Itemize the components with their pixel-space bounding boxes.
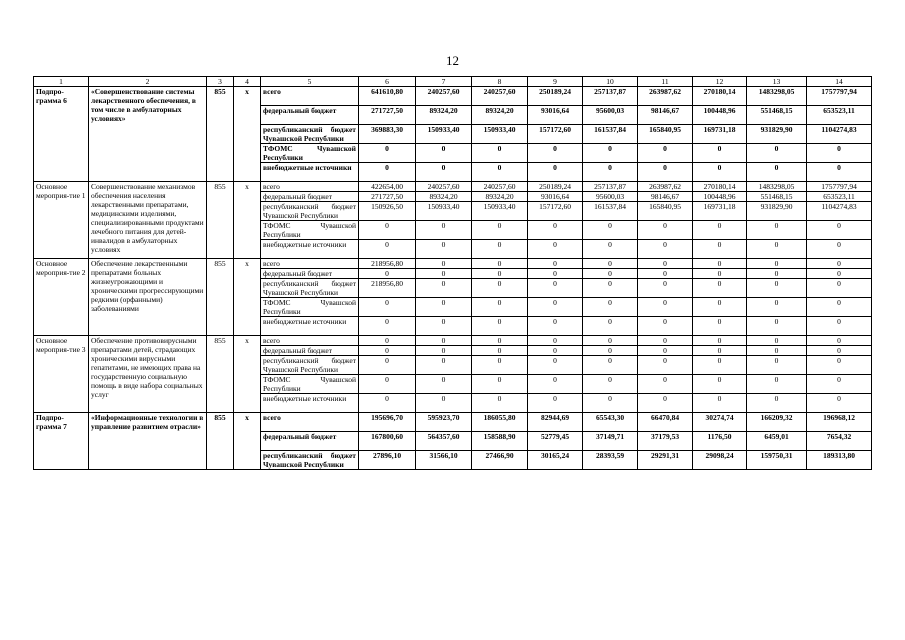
section-label: Основное мероприя-тие 2: [34, 259, 89, 336]
value-cell: 93016,64: [528, 192, 583, 202]
section-code: 855: [207, 259, 234, 336]
value-cell: 0: [807, 269, 872, 279]
value-cell: 240257,60: [472, 87, 528, 106]
value-cell: 0: [472, 221, 528, 240]
value-cell: 169731,18: [693, 125, 747, 144]
value-cell: 0: [528, 163, 583, 182]
section-code: 855: [207, 413, 234, 470]
value-cell: 37149,71: [583, 432, 638, 451]
value-cell: 0: [528, 375, 583, 394]
header-cell-9: 9: [528, 77, 583, 87]
value-cell: 65543,30: [583, 413, 638, 432]
value-cell: 0: [359, 298, 416, 317]
value-cell: 551468,15: [747, 106, 807, 125]
value-cell: 0: [638, 269, 693, 279]
funding-source: внебюджетные источники: [261, 317, 359, 336]
value-cell: 1483298,05: [747, 87, 807, 106]
funding-source: республиканский бюджет Чувашской Республики: [261, 451, 359, 470]
value-cell: 0: [528, 394, 583, 413]
header-cell-8: 8: [472, 77, 528, 87]
value-cell: 422654,00: [359, 182, 416, 192]
value-cell: 0: [638, 336, 693, 346]
value-cell: 0: [416, 279, 472, 298]
value-cell: 0: [807, 240, 872, 259]
header-cell-3: 3: [207, 77, 234, 87]
value-cell: 196968,12: [807, 413, 872, 432]
value-cell: 1757797,94: [807, 182, 872, 192]
value-cell: 0: [583, 269, 638, 279]
value-cell: 218956,80: [359, 259, 416, 269]
value-cell: 270180,14: [693, 87, 747, 106]
value-cell: 0: [416, 144, 472, 163]
value-cell: 0: [416, 269, 472, 279]
value-cell: 150933,40: [416, 202, 472, 221]
value-cell: 95600,03: [583, 192, 638, 202]
value-cell: 150933,40: [472, 202, 528, 221]
value-cell: 161537,84: [583, 125, 638, 144]
section-label: Основное мероприя-тие 3: [34, 336, 89, 413]
funding-source: ТФОМС Чувашской Республики: [261, 375, 359, 394]
value-cell: 0: [693, 240, 747, 259]
value-cell: 186055,80: [472, 413, 528, 432]
value-cell: 0: [416, 259, 472, 269]
value-cell: 0: [747, 240, 807, 259]
value-cell: 0: [807, 298, 872, 317]
section-code: 855: [207, 87, 234, 182]
section-description: Совершенствование механизмов обеспечения населения лекарственными препаратами, медицинскими изделиями, специализированными продуктами лечебного питания для детей-инвалидов в амбулаторных условиях: [89, 182, 207, 259]
table-row: [34, 182, 872, 192]
value-cell: 0: [416, 221, 472, 240]
value-cell: 0: [472, 356, 528, 375]
value-cell: 0: [359, 394, 416, 413]
value-cell: 0: [807, 346, 872, 356]
value-cell: 0: [472, 336, 528, 346]
value-cell: 0: [747, 375, 807, 394]
value-cell: 195696,70: [359, 413, 416, 432]
value-cell: 0: [807, 336, 872, 346]
value-cell: 0: [472, 259, 528, 269]
value-cell: 263987,62: [638, 182, 693, 192]
value-cell: 29291,31: [638, 451, 693, 470]
value-cell: 27896,10: [359, 451, 416, 470]
value-cell: 0: [747, 259, 807, 269]
value-cell: 0: [472, 144, 528, 163]
section-x: x: [234, 336, 261, 413]
value-cell: 240257,60: [416, 182, 472, 192]
value-cell: 0: [528, 144, 583, 163]
value-cell: 100448,96: [693, 106, 747, 125]
value-cell: 240257,60: [416, 87, 472, 106]
header-cell-12: 12: [693, 77, 747, 87]
funding-source: республиканский бюджет Чувашской Республики: [261, 356, 359, 375]
value-cell: 0: [583, 298, 638, 317]
value-cell: 0: [528, 317, 583, 336]
value-cell: 166209,32: [747, 413, 807, 432]
value-cell: 161537,84: [583, 202, 638, 221]
value-cell: 0: [528, 221, 583, 240]
funding-source: ТФОМС Чувашской Республики: [261, 144, 359, 163]
value-cell: 0: [416, 240, 472, 259]
funding-source: всего: [261, 259, 359, 269]
header-cell-5: 5: [261, 77, 359, 87]
value-cell: 95600,03: [583, 106, 638, 125]
value-cell: 30274,74: [693, 413, 747, 432]
section-x: x: [234, 87, 261, 182]
value-cell: 0: [807, 356, 872, 375]
value-cell: 0: [747, 221, 807, 240]
value-cell: 0: [583, 375, 638, 394]
value-cell: 0: [416, 375, 472, 394]
header-cell-6: 6: [359, 77, 416, 87]
funding-source: республиканский бюджет Чувашской Республики: [261, 202, 359, 221]
value-cell: 89324,20: [416, 106, 472, 125]
value-cell: 158588,90: [472, 432, 528, 451]
value-cell: 0: [359, 240, 416, 259]
value-cell: 257137,87: [583, 87, 638, 106]
value-cell: 931829,90: [747, 202, 807, 221]
value-cell: 0: [472, 317, 528, 336]
value-cell: 0: [416, 317, 472, 336]
value-cell: 0: [747, 144, 807, 163]
value-cell: 0: [472, 163, 528, 182]
value-cell: 0: [638, 346, 693, 356]
value-cell: 551468,15: [747, 192, 807, 202]
header-row: [34, 77, 872, 87]
value-cell: 0: [638, 356, 693, 375]
value-cell: 0: [359, 163, 416, 182]
funding-source: всего: [261, 87, 359, 106]
value-cell: 0: [528, 356, 583, 375]
value-cell: 257137,87: [583, 182, 638, 192]
value-cell: 37179,53: [638, 432, 693, 451]
section-label: Подпро-грамма 7: [34, 413, 89, 470]
header-cell-13: 13: [747, 77, 807, 87]
funding-source: республиканский бюджет Чувашской Республики: [261, 279, 359, 298]
value-cell: 6459,01: [747, 432, 807, 451]
value-cell: 159750,31: [747, 451, 807, 470]
value-cell: 0: [583, 259, 638, 269]
funding-source: ТФОМС Чувашской Республики: [261, 221, 359, 240]
funding-source: всего: [261, 336, 359, 346]
value-cell: 0: [693, 144, 747, 163]
section-x: x: [234, 182, 261, 259]
value-cell: 0: [807, 279, 872, 298]
funding-source: федеральный бюджет: [261, 269, 359, 279]
value-cell: 0: [807, 375, 872, 394]
value-cell: 7654,32: [807, 432, 872, 451]
value-cell: 0: [416, 394, 472, 413]
value-cell: 0: [638, 317, 693, 336]
value-cell: 641610,80: [359, 87, 416, 106]
value-cell: 271727,50: [359, 106, 416, 125]
value-cell: 0: [807, 259, 872, 269]
value-cell: 0: [528, 346, 583, 356]
value-cell: 218956,80: [359, 279, 416, 298]
value-cell: 0: [416, 163, 472, 182]
section-x: x: [234, 413, 261, 470]
funding-source: федеральный бюджет: [261, 346, 359, 356]
budget-table: [33, 76, 872, 470]
value-cell: 0: [528, 336, 583, 346]
value-cell: 0: [472, 240, 528, 259]
value-cell: 0: [416, 336, 472, 346]
value-cell: 0: [693, 279, 747, 298]
funding-source: внебюджетные источники: [261, 163, 359, 182]
section-code: 855: [207, 336, 234, 413]
funding-source: федеральный бюджет: [261, 432, 359, 451]
funding-source: республиканский бюджет Чувашской Республики: [261, 125, 359, 144]
value-cell: 595923,70: [416, 413, 472, 432]
value-cell: 0: [807, 221, 872, 240]
value-cell: 1757797,94: [807, 87, 872, 106]
value-cell: 0: [528, 269, 583, 279]
value-cell: 0: [528, 240, 583, 259]
value-cell: 0: [583, 279, 638, 298]
table-row: [34, 413, 872, 432]
value-cell: 0: [583, 336, 638, 346]
value-cell: 0: [747, 317, 807, 336]
value-cell: 0: [747, 298, 807, 317]
header-cell-7: 7: [416, 77, 472, 87]
value-cell: 27466,90: [472, 451, 528, 470]
section-description: «Информационные технологии в управление развитием отрасли»: [89, 413, 207, 470]
value-cell: 0: [693, 163, 747, 182]
value-cell: 0: [807, 163, 872, 182]
value-cell: 250189,24: [528, 87, 583, 106]
value-cell: 564357,60: [416, 432, 472, 451]
value-cell: 0: [528, 259, 583, 269]
header-cell-10: 10: [583, 77, 638, 87]
value-cell: 0: [583, 163, 638, 182]
value-cell: 0: [359, 375, 416, 394]
value-cell: 0: [807, 144, 872, 163]
value-cell: 52779,45: [528, 432, 583, 451]
value-cell: 271727,50: [359, 192, 416, 202]
header-cell-2: 2: [89, 77, 207, 87]
value-cell: 0: [747, 394, 807, 413]
value-cell: 0: [693, 298, 747, 317]
header-cell-4: 4: [234, 77, 261, 87]
funding-source: ТФОМС Чувашской Республики: [261, 298, 359, 317]
value-cell: 165840,95: [638, 202, 693, 221]
value-cell: 0: [359, 144, 416, 163]
value-cell: 0: [416, 346, 472, 356]
value-cell: 0: [359, 221, 416, 240]
value-cell: 0: [693, 394, 747, 413]
value-cell: 0: [747, 346, 807, 356]
value-cell: 0: [747, 356, 807, 375]
table-row: [34, 87, 872, 106]
value-cell: 0: [693, 346, 747, 356]
header-cell-1: 1: [34, 77, 89, 87]
value-cell: 0: [638, 394, 693, 413]
header-cell-11: 11: [638, 77, 693, 87]
value-cell: 250189,24: [528, 182, 583, 192]
value-cell: 0: [583, 240, 638, 259]
value-cell: 0: [638, 279, 693, 298]
value-cell: 66470,84: [638, 413, 693, 432]
value-cell: 0: [583, 221, 638, 240]
table-row: [34, 336, 872, 346]
value-cell: 0: [359, 356, 416, 375]
funding-source: федеральный бюджет: [261, 192, 359, 202]
value-cell: 0: [472, 269, 528, 279]
value-cell: 98146,67: [638, 106, 693, 125]
value-cell: 157172,60: [528, 125, 583, 144]
header-cell-14: 14: [807, 77, 872, 87]
value-cell: 0: [416, 356, 472, 375]
value-cell: 1483298,05: [747, 182, 807, 192]
value-cell: 0: [747, 269, 807, 279]
value-cell: 0: [472, 375, 528, 394]
value-cell: 369883,30: [359, 125, 416, 144]
value-cell: 31566,10: [416, 451, 472, 470]
value-cell: 0: [528, 298, 583, 317]
value-cell: 0: [583, 144, 638, 163]
value-cell: 0: [638, 144, 693, 163]
value-cell: 0: [638, 298, 693, 317]
value-cell: 263987,62: [638, 87, 693, 106]
value-cell: 82944,69: [528, 413, 583, 432]
value-cell: 189313,80: [807, 451, 872, 470]
value-cell: 89324,20: [472, 106, 528, 125]
value-cell: 150933,40: [416, 125, 472, 144]
value-cell: 157172,60: [528, 202, 583, 221]
page-number: 12: [446, 53, 459, 68]
value-cell: 1176,50: [693, 432, 747, 451]
value-cell: 653523,11: [807, 192, 872, 202]
value-cell: 0: [693, 356, 747, 375]
section-description: Обеспечение противовирусными препаратами детей, страдающих хроническими вирусными гепатитами, не имеющих права на государственную социальную помощь в виде набора социальных услуг: [89, 336, 207, 413]
value-cell: 0: [693, 336, 747, 346]
funding-source: федеральный бюджет: [261, 106, 359, 125]
value-cell: 653523,11: [807, 106, 872, 125]
section-description: «Совершенствование системы лекарственного обеспечения, в том числе в амбулаторных условиях»: [89, 87, 207, 182]
section-description: Обеспечение лекарственными препаратами больных жизнеугрожающими и хроническими прогрессирующими редкими (орфанными) заболеваниями: [89, 259, 207, 336]
value-cell: 0: [693, 269, 747, 279]
value-cell: 0: [583, 356, 638, 375]
value-cell: 0: [416, 298, 472, 317]
value-cell: 0: [638, 259, 693, 269]
value-cell: 0: [693, 317, 747, 336]
funding-source: всего: [261, 413, 359, 432]
value-cell: 0: [528, 279, 583, 298]
value-cell: 0: [583, 346, 638, 356]
value-cell: 169731,18: [693, 202, 747, 221]
value-cell: 0: [359, 317, 416, 336]
value-cell: 150926,50: [359, 202, 416, 221]
value-cell: 0: [359, 336, 416, 346]
value-cell: 150933,40: [472, 125, 528, 144]
value-cell: 0: [472, 394, 528, 413]
value-cell: 0: [693, 221, 747, 240]
value-cell: 0: [747, 279, 807, 298]
value-cell: 93016,64: [528, 106, 583, 125]
value-cell: 0: [807, 394, 872, 413]
value-cell: 28393,59: [583, 451, 638, 470]
value-cell: 98146,67: [638, 192, 693, 202]
value-cell: 0: [693, 259, 747, 269]
value-cell: 931829,90: [747, 125, 807, 144]
value-cell: 0: [472, 298, 528, 317]
value-cell: 0: [359, 346, 416, 356]
section-label: Основное мероприя-тие 1: [34, 182, 89, 259]
value-cell: 0: [638, 221, 693, 240]
value-cell: 165840,95: [638, 125, 693, 144]
value-cell: 270180,14: [693, 182, 747, 192]
value-cell: 0: [583, 394, 638, 413]
value-cell: 0: [472, 279, 528, 298]
table-row: [34, 259, 872, 269]
value-cell: 29098,24: [693, 451, 747, 470]
value-cell: 167800,60: [359, 432, 416, 451]
funding-source: всего: [261, 182, 359, 192]
value-cell: 0: [638, 375, 693, 394]
value-cell: 1104274,83: [807, 125, 872, 144]
value-cell: 0: [472, 346, 528, 356]
value-cell: 0: [693, 375, 747, 394]
value-cell: 240257,60: [472, 182, 528, 192]
value-cell: 0: [638, 240, 693, 259]
value-cell: 0: [807, 317, 872, 336]
value-cell: 89324,20: [416, 192, 472, 202]
value-cell: 100448,96: [693, 192, 747, 202]
value-cell: 30165,24: [528, 451, 583, 470]
value-cell: 0: [747, 336, 807, 346]
value-cell: 0: [583, 317, 638, 336]
section-x: x: [234, 259, 261, 336]
section-label: Подпро-грамма 6: [34, 87, 89, 182]
value-cell: 0: [638, 163, 693, 182]
section-code: 855: [207, 182, 234, 259]
funding-source: внебюджетные источники: [261, 240, 359, 259]
value-cell: 0: [359, 269, 416, 279]
value-cell: 1104274,83: [807, 202, 872, 221]
value-cell: 89324,20: [472, 192, 528, 202]
funding-source: внебюджетные источники: [261, 394, 359, 413]
value-cell: 0: [747, 163, 807, 182]
